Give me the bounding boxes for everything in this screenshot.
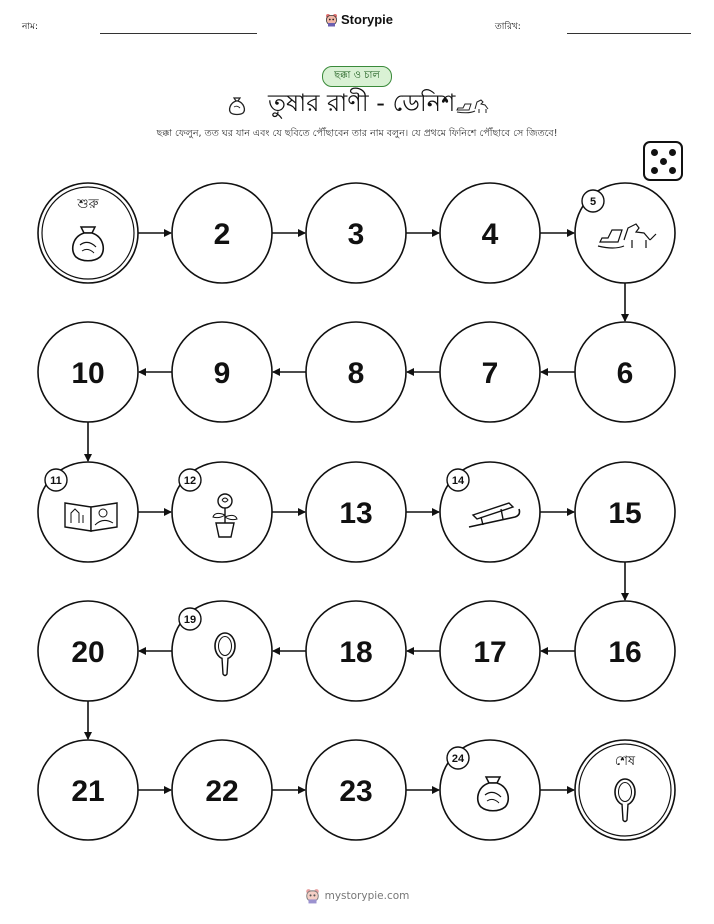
cell-number: 18 xyxy=(339,636,373,669)
board-cell-23[interactable] xyxy=(306,740,406,840)
board-cell-10[interactable] xyxy=(38,322,138,422)
cell-number: 4 xyxy=(481,218,499,251)
brand-name: Storypie xyxy=(341,12,394,27)
board-cell-12[interactable] xyxy=(172,462,272,562)
board-cell-11[interactable] xyxy=(38,462,138,562)
cell-number: 22 xyxy=(205,775,239,808)
board-cell-5[interactable] xyxy=(575,183,675,283)
board-cell-8[interactable] xyxy=(306,322,406,422)
cell-number: 10 xyxy=(71,357,105,390)
board-cell-18[interactable] xyxy=(306,601,406,701)
board-cell-1[interactable] xyxy=(38,183,138,283)
date-label: তারিখ: xyxy=(495,22,521,32)
board-cell-15[interactable] xyxy=(575,462,675,562)
board-cell-25[interactable] xyxy=(575,740,675,840)
board-cell-19[interactable] xyxy=(172,601,272,701)
cell-number: 13 xyxy=(339,497,373,530)
footer xyxy=(0,888,714,904)
name-label: নাম: xyxy=(22,22,39,32)
board-cell-22[interactable] xyxy=(172,740,272,840)
board-cell-24[interactable] xyxy=(440,740,540,840)
board-cell-4[interactable] xyxy=(440,183,540,283)
board-cell-7[interactable] xyxy=(440,322,540,422)
cell-number: 15 xyxy=(608,497,642,530)
cell-number: 5 xyxy=(589,196,597,208)
cell-number: 8 xyxy=(347,357,365,390)
cell-number: 23 xyxy=(339,775,373,808)
board-cell-2[interactable] xyxy=(172,183,272,283)
board-cell-9[interactable] xyxy=(172,322,272,422)
storybook-icon xyxy=(65,503,117,531)
instructions: ছক্কা ফেলুন, তত ঘর যান এবং যে ছবিতে পৌঁছাবেন তার নাম বলুন। যে প্রথমে ফিনিশে পৌঁছাবে সে জিতবে! xyxy=(156,128,558,139)
end-label: শেষ xyxy=(614,754,636,769)
start-label: শুরু xyxy=(77,197,99,212)
footer-url[interactable]: mystorypie.com xyxy=(324,890,410,902)
cell-number: 12 xyxy=(183,475,197,487)
cell-number: 6 xyxy=(616,357,634,390)
board-cell-3[interactable] xyxy=(306,183,406,283)
board-cell-13[interactable] xyxy=(306,462,406,562)
board-cell-17[interactable] xyxy=(440,601,540,701)
game-type-badge: ছক্কা ও চাল xyxy=(322,66,392,87)
cell-number: 20 xyxy=(71,636,105,669)
board-cell-6[interactable] xyxy=(575,322,675,422)
cell-number: 19 xyxy=(183,614,197,626)
cell-number: 3 xyxy=(347,218,365,251)
cell-number: 11 xyxy=(50,475,62,487)
cell-number: 24 xyxy=(451,753,465,765)
board-cell-20[interactable] xyxy=(38,601,138,701)
cell-number: 7 xyxy=(481,357,499,390)
cell-number: 17 xyxy=(473,636,507,669)
board-cell-14[interactable] xyxy=(440,462,540,562)
cell-number: 16 xyxy=(608,636,642,669)
board-cell-21[interactable] xyxy=(38,740,138,840)
cell-number: 14 xyxy=(451,475,465,487)
cell-number: 9 xyxy=(213,357,231,390)
page-title: তুষার রাণী - ডেনিশ xyxy=(268,89,456,117)
cell-number: 2 xyxy=(213,218,231,251)
board-cell-16[interactable] xyxy=(575,601,675,701)
storypie-logo-icon xyxy=(305,888,320,904)
cell-number: 21 xyxy=(71,775,105,808)
